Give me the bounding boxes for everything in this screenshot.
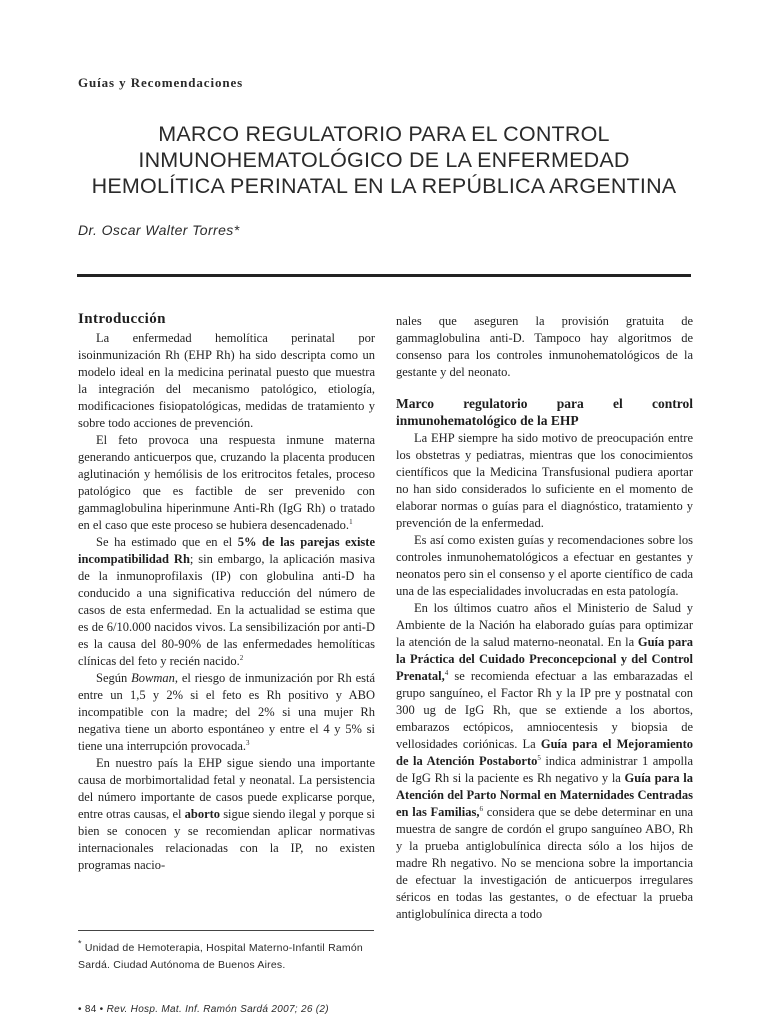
intro-paragraph-1: La enfermedad hemolítica perinatal por isoinmunización Rh (EHP Rh) ha sido descripta como un modelo ideal en la medicina perinatal puesto que muestra la integración del mecanismo patológico, etiología, modificaciones fisiopatológicas, medidas de tratamiento y sobre todo acciones de prevención. [78, 331, 375, 430]
title-line-2: INMUNOHEMATOLÓGICO DE LA ENFERMEDAD [138, 148, 630, 172]
reference-mark: 3 [246, 738, 250, 747]
regulatory-heading: Marco regulatorio para el control inmunohematológico de la EHP [396, 396, 693, 428]
right-column [396, 313, 693, 923]
author-name: Dr. Oscar Walter Torres* [78, 222, 240, 238]
footnote [78, 940, 375, 974]
reference-mark: 4 [444, 668, 449, 677]
footnote-divider [78, 930, 374, 931]
title-divider [77, 274, 691, 277]
reference-mark: 2 [239, 653, 244, 662]
reference-mark: 6 [479, 804, 483, 813]
footnote-mark: * [78, 938, 82, 949]
page-number: • 84 • [78, 1004, 104, 1015]
regulatory-paragraph-2: Es así como existen guías y recomendaciones sobre los controles inmunohematológicos a efectuar en gestantes y neonatos pero sin el consenso y el aporte científico de cada una de las especialidades involucradas en esta patología. [396, 533, 693, 598]
intro-heading: Introducción [78, 311, 166, 327]
title-line-1: MARCO REGULATORIO PARA EL CONTROL [158, 122, 610, 146]
regulatory-paragraph-3: En los últimos cuatro años el Ministerio de Salud y Ambiente de la Nación ha elaborado guías para optimizar la atención de la salud materno-neonatal. En la Guía para la Práctica del Cuidado Preconcepcional y del Control Prenatal,$^4$ se recomienda efectuar a las embarazadas el grupo sanguíneo, el Factor Rh y la IP pre y postnatal con 300 ug de IgG Rh, que se extiende a los abortos, embarazos ectópicos, amniocentesis y biopsia de vellosidades coriónicas. La Guía para el Mejoramiento de la Atención Postaborto$^5$ indica administrar 1 ampolla de IgG Rh si la paciente es Rh negativo y la Guía para la Atención del Parto Normal en Maternidades Centradas en las Familias,$^6$ considera que se debe determinar en una muestra de sangre de cordón el grupo sanguíneo ABO, Rh y la prueba antiglobulínica directa sólo a los hijos de madre Rh negativo. No se menciona sobre la importancia de efectuar la investigación de anticuerpos irregulares séricos en todas las gestantes, o de efectuar la prueba antiglobulínica directa a todo [396, 601, 694, 921]
regulatory-paragraph-1: La EHP siempre ha sido motivo de preocupación entre los obstetras y pediatras, mientras que los conocimientos científicos que la Medicina Transfusional pudiera aportar no han sido considerados lo suficiente en el momento de elaborar normas o guías para el diagnóstico, tratamiento y prevención de la enfermedad. [396, 431, 693, 530]
reference-mark: 1 [349, 517, 353, 526]
footnote-text: Unidad de Hemoterapia, Hospital Materno-Infantil Ramón Sardá. Ciudad Autónoma de Buenos Aires. [78, 942, 363, 971]
page-footer [78, 1004, 329, 1015]
intro-paragraph-4: Según Bowman, el riesgo de inmunización por Rh está entre un 1,5 y 2% si el feto es Rh positivo y ABO incompatible con la madre; del 2% si una mujer Rh negativa tiene un aborto espontáneo y entre el 4 y 5% si tiene una interrupción provocada.$^3$ [78, 671, 376, 753]
intro-paragraph-5: En nuestro país la EHP sigue siendo una importante causa de morbimortalidad fetal y neonatal. La persistencia del número importante de casos puede explicarse porque, entre otras causas, el aborto sigue siendo ilegal y porque si bien se conocen y se recomiendan aplicar normativas internacionales relacionadas con la IP, no existen programas nacio- [78, 756, 375, 872]
title-line-3: HEMOLÍTICA PERINATAL EN LA REPÚBLICA ARGENTINA [91, 174, 677, 198]
intro-paragraph-3: Se ha estimado que en el 5% de las parejas existe incompatibilidad Rh; sin embargo, la aplicación masiva de la inmunoprofilaxis (IP) con globulina anti-D ha conducido a una significativa reducción del número de casos de esta enfermedad. En la actualidad se estima que es de 6/10.000 nacidos vivos. La sensibilización por anti-D es la causa del 80-90% de las enfermedades hemolíticas clínicas del feto y recién nacido.$^2$ [78, 535, 375, 668]
continued-paragraph: nales que aseguren la provisión gratuita de gammaglobulina anti-D. Tampoco hay algoritmos de consenso para los controles inmunohematológicos de la gestante y del neonato. [396, 314, 693, 379]
left-column [78, 310, 375, 874]
journal-citation: Rev. Hosp. Mat. Inf. Ramón Sardá 2007; 26 (2) [106, 1004, 329, 1015]
intro-paragraph-2: El feto provoca una respuesta inmune materna generando anticuerpos que, cruzando la placenta producen aglutinación y hemólisis de los eritrocitos fetales, proceso patológico que es factible de ser prevenido con gammaglobulina hiperinmune Anti-Rh (IgG Rh) o tratado en el caso que este proceso se hubiera desencadenado.$^1$ [78, 433, 375, 532]
section-label: Guías y Recomendaciones [78, 75, 244, 90]
article-title [72, 121, 696, 199]
reference-mark: 5 [537, 753, 541, 762]
